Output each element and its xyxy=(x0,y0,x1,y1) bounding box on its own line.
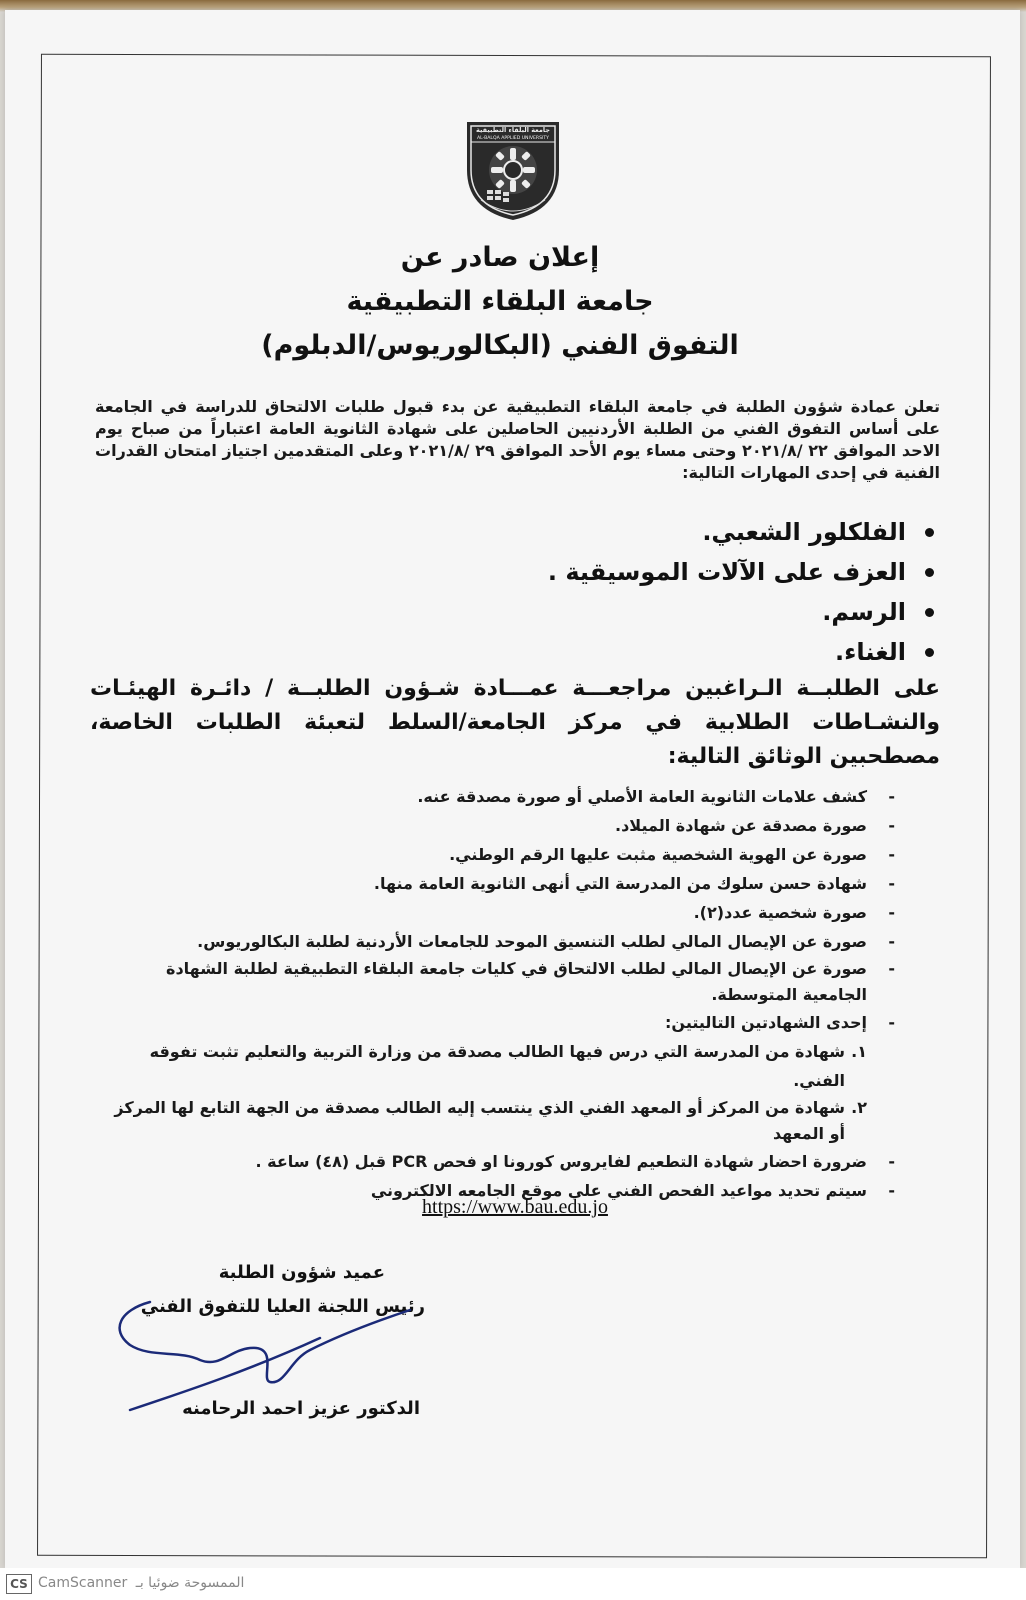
camscanner-brand: CamScanner xyxy=(38,1575,128,1591)
signatory-title-committee: رئيس اللجنة العليا للتفوق الفني xyxy=(140,1296,425,1317)
camscanner-arabic: الممسوحة ضوئيا بـ xyxy=(135,1575,245,1591)
certificate-text: شهادة من المركز أو المعهد الفني الذي ينتسب إليه الطالب مصدقة من الجهة التابع لها المركز أو المعهد xyxy=(114,1098,845,1143)
document-item: - صورة عن الإيصال المالي لطلب التنسيق الموحد للجامعات الأردنية لطلبة البكالوريوس. xyxy=(110,927,895,956)
camscanner-caption xyxy=(38,1574,258,1592)
certificate-option xyxy=(110,1037,895,1095)
intro-paragraph: تعلن عمادة شؤون الطلبة في جامعة البلقاء التطبيقية عن بدء قبول طلبات الالتحاق للدراسة في الجامعة على أساس التفوق الفني من الطلبة الأردنيين الحاصلين على شهادة الثانوية العامة اعتباراً من صباح يوم الاحد الموافق ٢٢ /٢٠٢١/٨ وحتى مساء يوم الأحد الموافق ٢٩ /٢٠٢١/٨ وعلى المتقدمين اجتياز امتحان القدرات الفنية في إحدى المهارات التالية: xyxy=(95,397,941,482)
title-line-3: التفوق الفني (البكالوريوس/الدبلوم) xyxy=(261,330,739,361)
document-item: - شهادة حسن سلوك من المدرسة التي أنهى الثانوية العامة منها. xyxy=(110,869,895,898)
university-website-link[interactable]: https://www.bau.edu.jo xyxy=(422,1196,608,1218)
document-item: - صورة شخصية عدد(٢). xyxy=(110,898,895,927)
required-documents-list xyxy=(110,782,895,1205)
notice-paragraph: على الطلبــة الـراغبين مراجعـــة عمـــادة شـؤون الطلبــة / دائـرة الهيئـات والنشـاطات الطلابية في مركز الجامعة/السلط لتعبئة الطلبات الخاصة، مصطحبين الوثائق التالية: xyxy=(90,676,940,769)
certificate-option xyxy=(110,1095,895,1147)
camscanner-badge: CS xyxy=(6,1574,32,1594)
certificate-number: ٢. xyxy=(851,1098,867,1117)
university-logo xyxy=(463,118,563,222)
skill-item: الرسم. xyxy=(480,592,940,632)
announcement-title-block xyxy=(240,236,760,368)
skill-item: الغناء. xyxy=(480,632,940,672)
certificate-number: ١. xyxy=(851,1042,867,1061)
document-item: - صورة عن الإيصال المالي لطلب الالتحاق في كليات جامعة البلقاء التطبيقية لطلبة الشهادة الجامعية المتوسطة. xyxy=(110,956,895,1008)
certificate-text: شهادة من المدرسة التي درس فيها الطالب مصدقة من وزارة التربية والتعليم تثبت تفوقه الفني. xyxy=(149,1042,845,1090)
signatory-title-dean: عميد شؤون الطلبة xyxy=(218,1262,385,1283)
skill-item: الفلكلور الشعبي. xyxy=(480,512,940,552)
document-item: - إحدى الشهادتين التاليتين: xyxy=(110,1008,895,1037)
document-item: - كشف علامات الثانوية العامة الأصلي أو صورة مصدقة عنه. xyxy=(110,782,895,811)
camscanner-footer xyxy=(0,1568,1026,1600)
document-item: - صورة مصدقة عن شهادة الميلاد. xyxy=(110,811,895,840)
skill-item: العزف على الآلات الموسيقية . xyxy=(480,552,940,592)
document-item: - صورة عن الهوية الشخصية مثبت عليها الرقم الوطني. xyxy=(110,840,895,869)
skills-list xyxy=(480,512,940,672)
signatory-name: الدكتور عزيز احمد الرحامنه xyxy=(182,1398,420,1419)
title-line-1: إعلان صادر عن xyxy=(400,242,600,273)
note-item: - ضرورة احضار شهادة التطعيم لفايروس كورونا او فحص PCR قبل (٤٨) ساعة . xyxy=(110,1147,895,1176)
note-item: - سيتم تحديد مواعيد الفحص الفني على موقع الجامعه الالكتروني xyxy=(110,1176,895,1205)
logo-top-text: جامعة البلقاء التطبيقية xyxy=(476,126,550,134)
title-line-2: جامعة البلقاء التطبيقية xyxy=(346,286,654,317)
logo-en-text: AL-BALQA APPLIED UNIVERSITY xyxy=(477,136,549,141)
